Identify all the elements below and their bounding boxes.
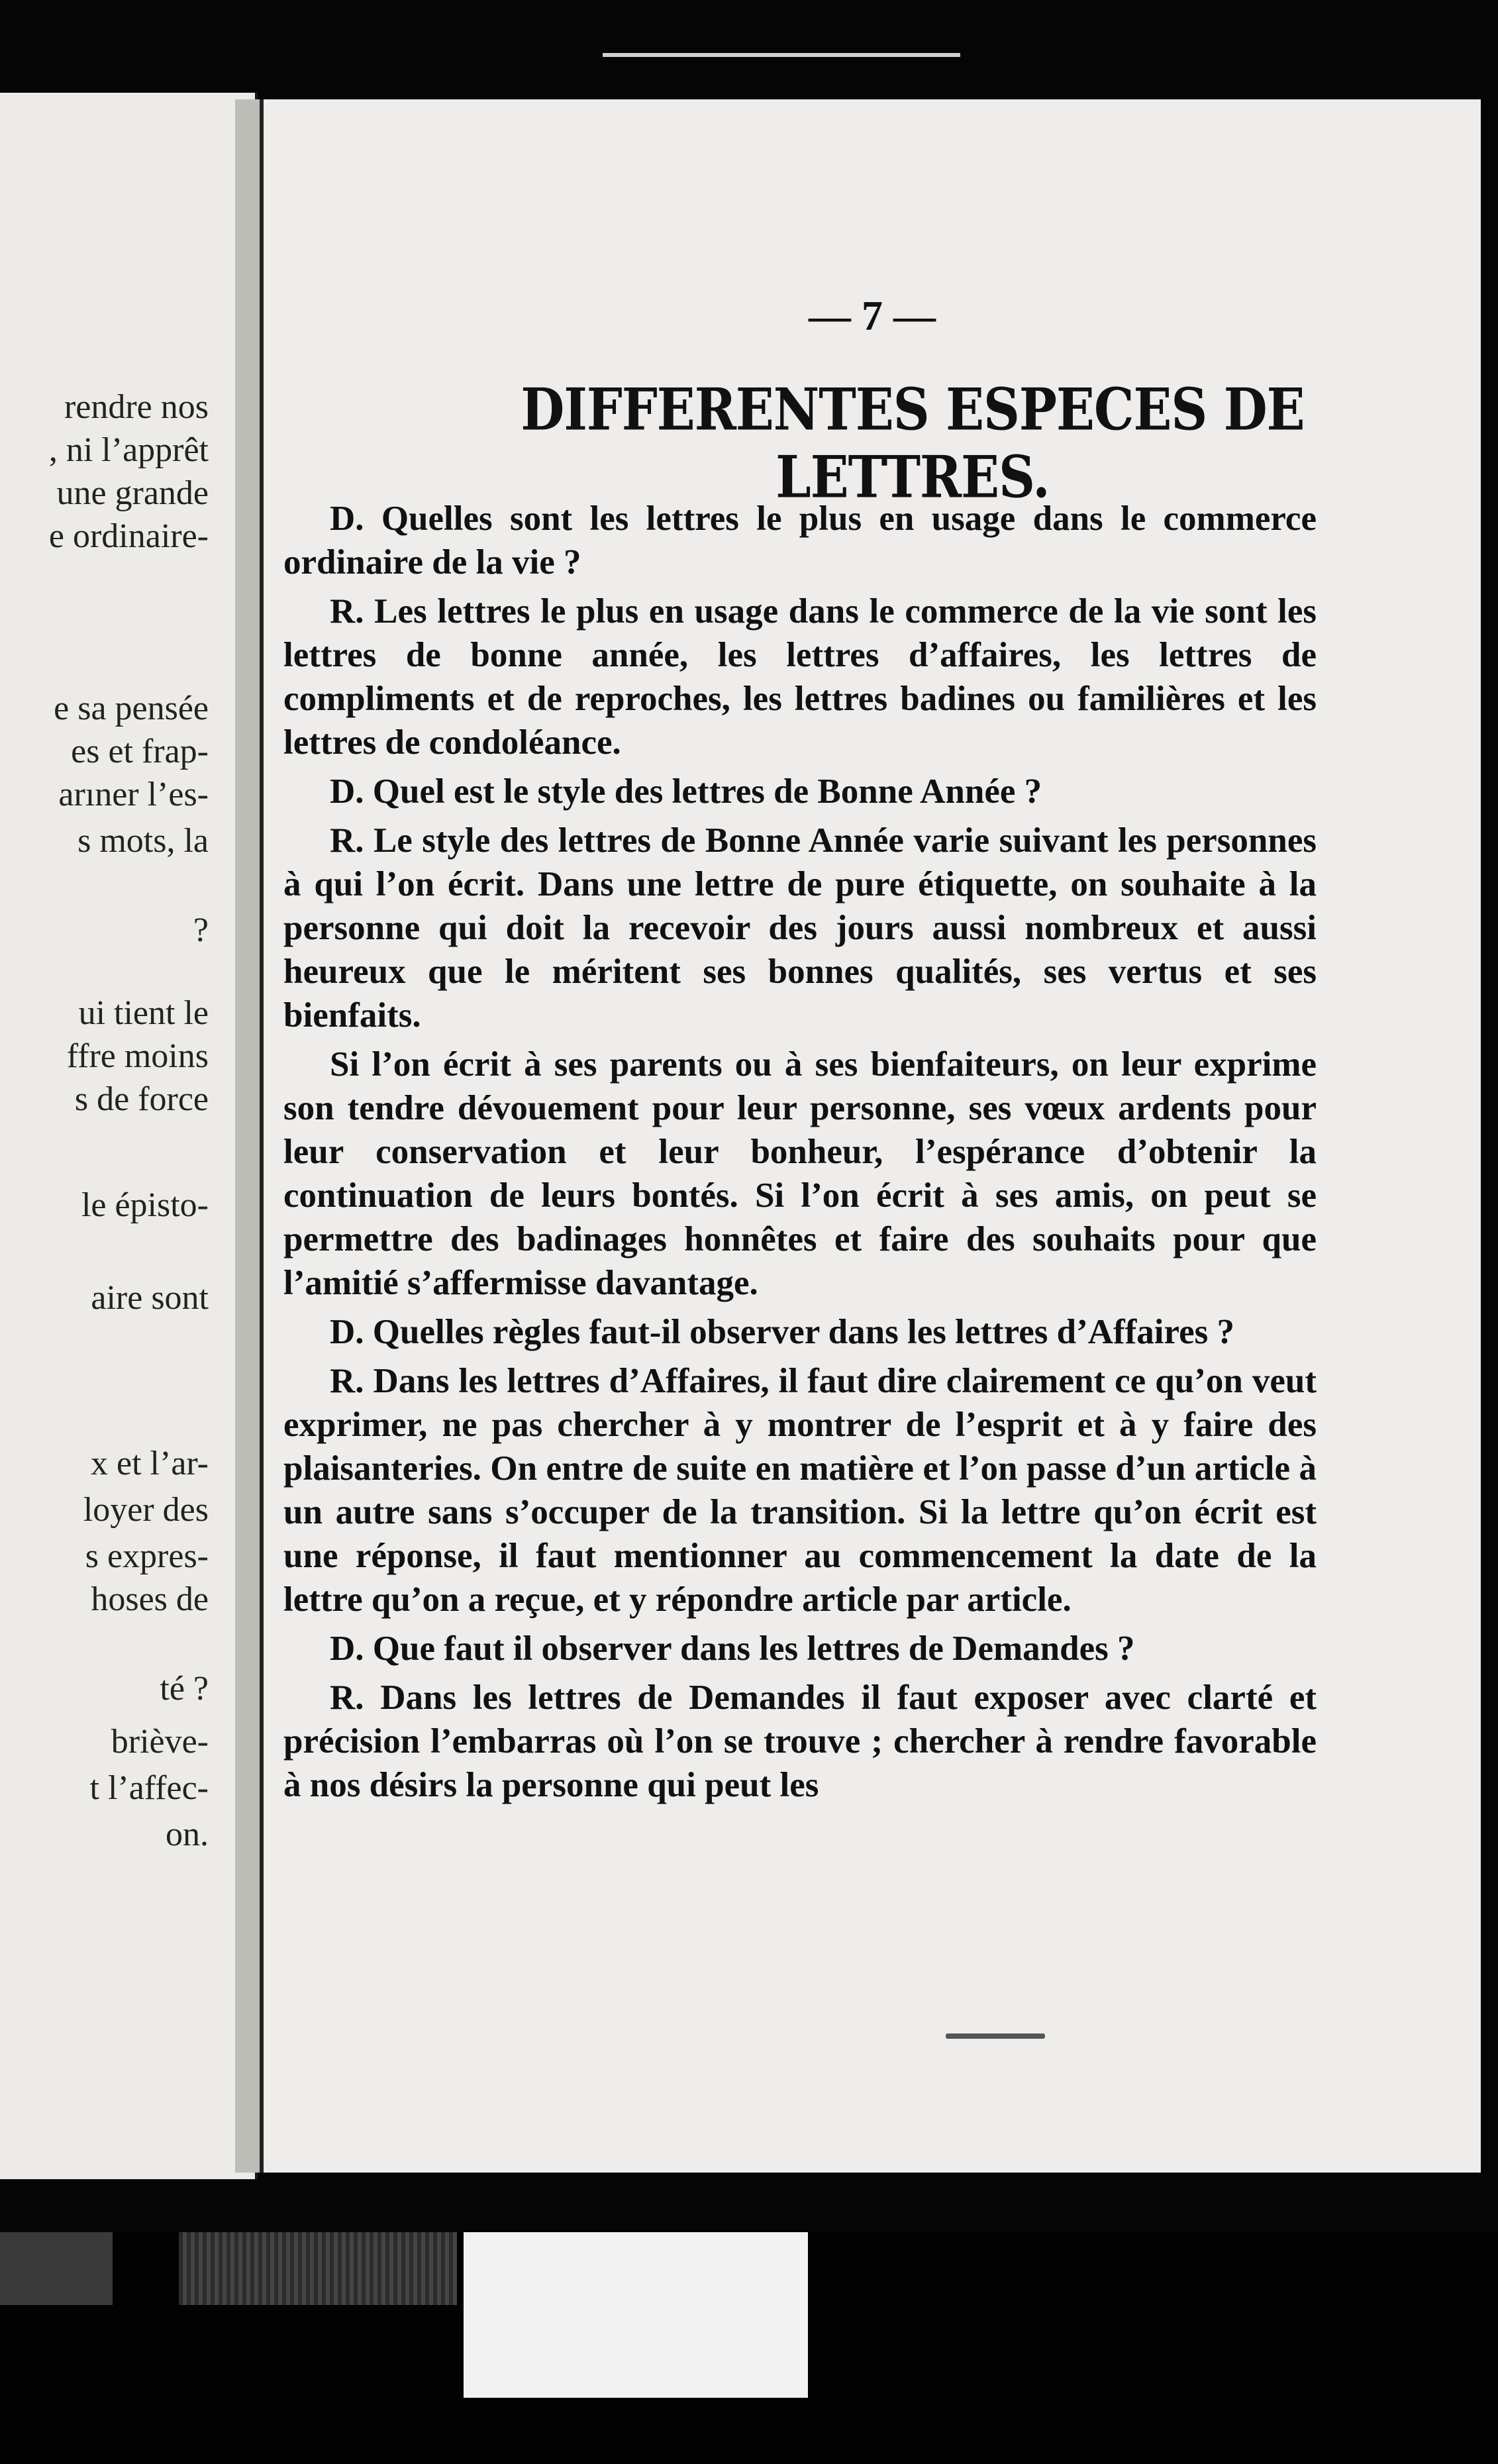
left-page-line: rendre nos [64, 388, 209, 426]
left-page-line: on. [166, 1816, 209, 1853]
left-page-line: x et l’ar- [91, 1445, 209, 1482]
left-page-line: aire sont [91, 1279, 209, 1317]
left-page-line: le épisto- [81, 1186, 209, 1224]
left-page-line: s mots, la [77, 822, 209, 860]
question-paragraph: D. Quelles sont les lettres le plus en usage dans le commerce ordinaire de la vie ? [283, 499, 1317, 582]
left-page-line: t l’affec- [89, 1769, 209, 1807]
book-gutter [235, 99, 262, 2173]
page-number: — 7 — [809, 292, 936, 339]
left-page-line: ? [193, 911, 209, 949]
ink-mark [946, 2033, 1045, 2039]
scan-artifact [464, 2232, 808, 2398]
right-page [260, 99, 1481, 2173]
scan-artifact [179, 2232, 457, 2305]
question-paragraph: D. Quelles règles faut-il observer dans les lettres d’Affaires ? [330, 1313, 1234, 1351]
answer-paragraph: R. Dans les lettres d’Affaires, il faut dire clairement ce qu’on veut exprimer, ne pas chercher à y montrer de l’esprit et à y faire des plaisanteries. On entre de suite en matière et l’on passe d’un article à un autre sans s’occuper de la transition. Si la lettre qu’on écrit est une réponse, il faut mentionner au commencement la date de la lettre qu’on a reçue, et y répondre article par article. [283, 1362, 1317, 1619]
answer-paragraph: R. Les lettres le plus en usage dans le commerce de la vie sont les lettres de bonne année, les lettres d’affaires, les lettres de compliments et de reproches, les lettres badines ou familières et les lettres de condoléance. [283, 592, 1317, 762]
scan-edge [603, 53, 960, 57]
left-page-line: loyer des [83, 1491, 209, 1529]
left-page-line: s expres- [85, 1537, 209, 1575]
left-page-line: une grande [56, 474, 209, 512]
left-page-fragment [0, 93, 258, 2179]
left-page-line: e ordinaire- [48, 517, 209, 555]
left-page-line: brièvе- [111, 1723, 209, 1761]
body-paragraph: Si l’on écrit à ses parents ou à ses bienfaiteurs, on leur exprime son tendre dévouement pour leur personne, ses vœux ardents pour leur conservation et leur bonheur, l’espérance d’obtenir la continuation de leurs bontés. Si l’on écrit à ses amis, on peut se permettre des badinages honnêtes et faire des souhaits pour que l’amitié s’affermisse davantage. [283, 1045, 1317, 1302]
left-page-line: s de force [74, 1080, 209, 1118]
left-page-line: arıner l’es- [58, 776, 209, 813]
left-page-line: hoses de [91, 1580, 209, 1618]
question-paragraph: D. Que faut il observer dans les lettres de Demandes ? [330, 1629, 1135, 1668]
answer-paragraph: R. Le style des lettres de Bonne Année varie suivant les personnes à qui l’on écrit. Dans une lettre de pure étiquette, on souhaite à la personne qui doit la recevoir des jours aussi nombreux et aussi heureux que le méritent ses bonnes qualités, ses vertus et ses bienfaits. [283, 821, 1317, 1035]
page-heading: DIFFERENTES ESPECES DE LETTRES. [521, 375, 1305, 511]
answer-paragraph: R. Dans les lettres de Demandes il faut exposer avec clarté et précision l’embarras où l’on se trouve ; chercher à rendre favorable à nos désirs la personne qui peut les [283, 1678, 1317, 1804]
left-page-line: ui tient le [78, 994, 209, 1032]
left-page-line: , ni l’apprêt [48, 431, 209, 469]
scan-artifact [0, 2232, 113, 2305]
left-page-line: ffre moins [66, 1037, 209, 1075]
left-page-line: es et frap- [71, 733, 209, 770]
left-page-line: e sa pensée [54, 690, 209, 727]
left-page-line: té ? [160, 1670, 209, 1708]
body-text [283, 497, 1317, 1812]
question-paragraph: D. Quel est le style des lettres de Bonne Année ? [330, 772, 1042, 811]
